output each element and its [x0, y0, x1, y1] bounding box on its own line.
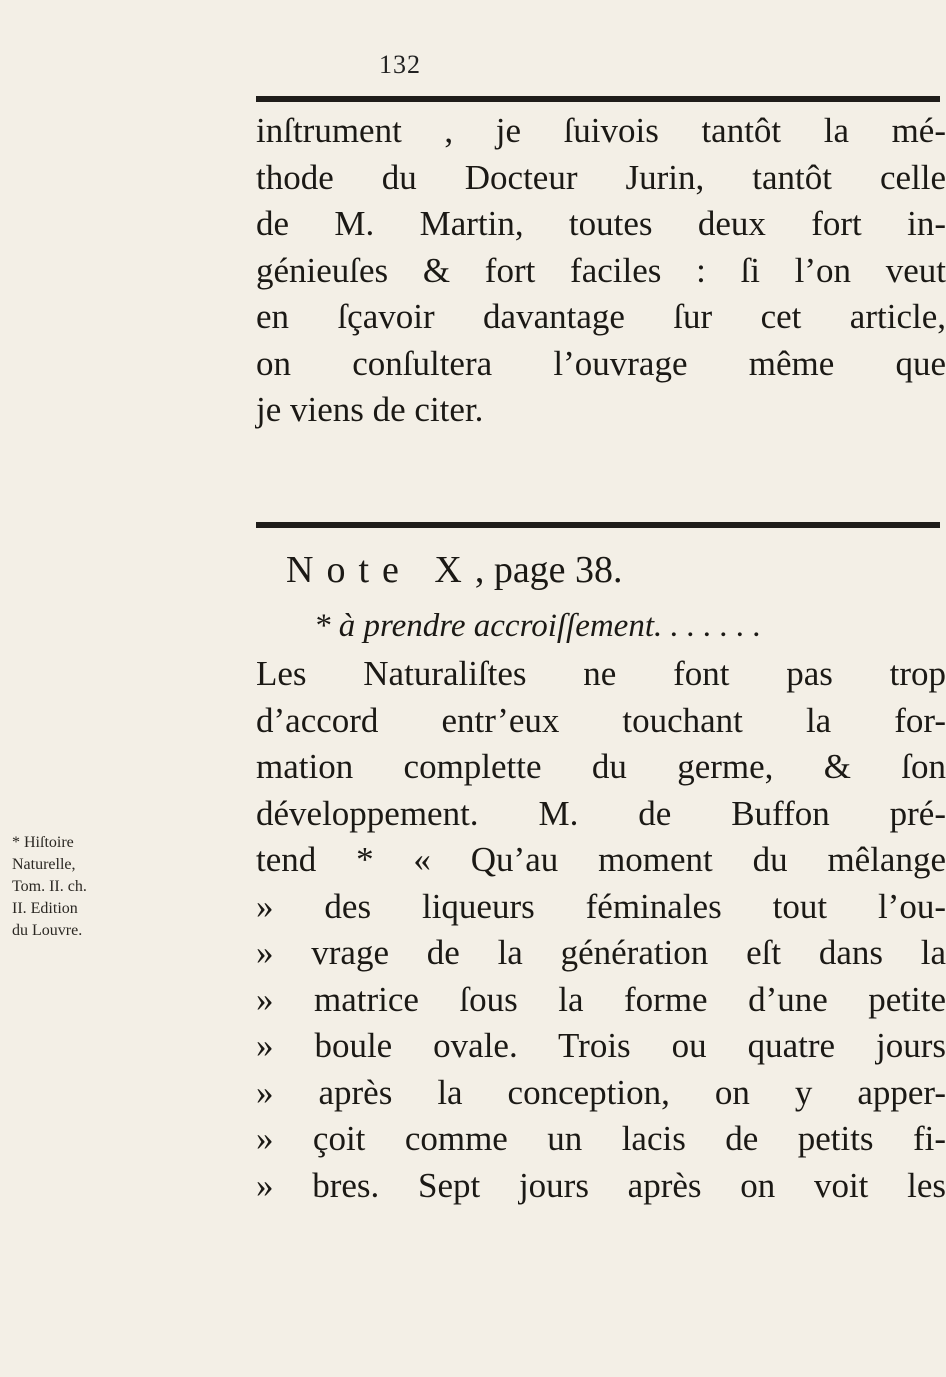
text-line: » bres. Sept jours après on voit les [256, 1165, 946, 1205]
text-line: » des liqueurs féminales tout l’ou- [256, 886, 946, 926]
margin-note [12, 832, 124, 942]
note-heading [286, 548, 623, 592]
margin-note-line: Tom. II. ch. [12, 878, 87, 895]
text-line: » vrage de la génération eſt dans la [256, 933, 946, 972]
note-label: Note X [286, 549, 475, 591]
text-line: » çoit comme un lacis de petits fi- [256, 1119, 946, 1158]
text-line: thode du Docteur Jurin, tantôt celle [256, 157, 946, 197]
text-line: mation complette du germe, & ſon [256, 747, 946, 786]
text-line: » après la conception, on y apper- [256, 1072, 946, 1112]
text-line: de M. Martin, toutes deux fort in- [256, 204, 946, 243]
margin-note-line: * Hiſtoire [12, 834, 74, 851]
text-line: » boule ovale. Trois ou quatre jours [256, 1026, 946, 1065]
paragraph-continued [256, 108, 946, 434]
margin-note-line: Naturelle, [12, 856, 76, 873]
text-line: inſtrument , je ſuivois tantôt la mé- [256, 111, 946, 150]
text-line: je viens de citer. [256, 390, 484, 429]
text-line: en ſçavoir davantage ſur cet article, [256, 297, 946, 336]
note-page-ref: , page 38. [474, 549, 623, 591]
note-paragraph [256, 651, 946, 1209]
text-line: Les Naturaliſtes ne font pas trop [256, 654, 946, 693]
section-rule [256, 522, 940, 528]
margin-note-line: du Louvre. [12, 922, 83, 939]
text-line: d’accord entr’eux touchant la for- [256, 700, 946, 740]
page-number: 132 [379, 50, 421, 79]
text-line: tend * « Qu’au moment du mêlange [256, 840, 946, 879]
margin-note-line: II. Edition [12, 900, 78, 917]
text-line: » matrice ſous la forme d’une petite [256, 979, 946, 1019]
note-subheading: * à prendre accroiſſement. . . . . . . [314, 608, 762, 644]
top-rule [256, 96, 940, 102]
text-line: on conſultera l’ouvrage même que [256, 343, 946, 383]
text-line: génieuſes & fort faciles : ſi l’on veut [256, 250, 946, 290]
text-line: développement. M. de Buffon pré- [256, 793, 946, 833]
